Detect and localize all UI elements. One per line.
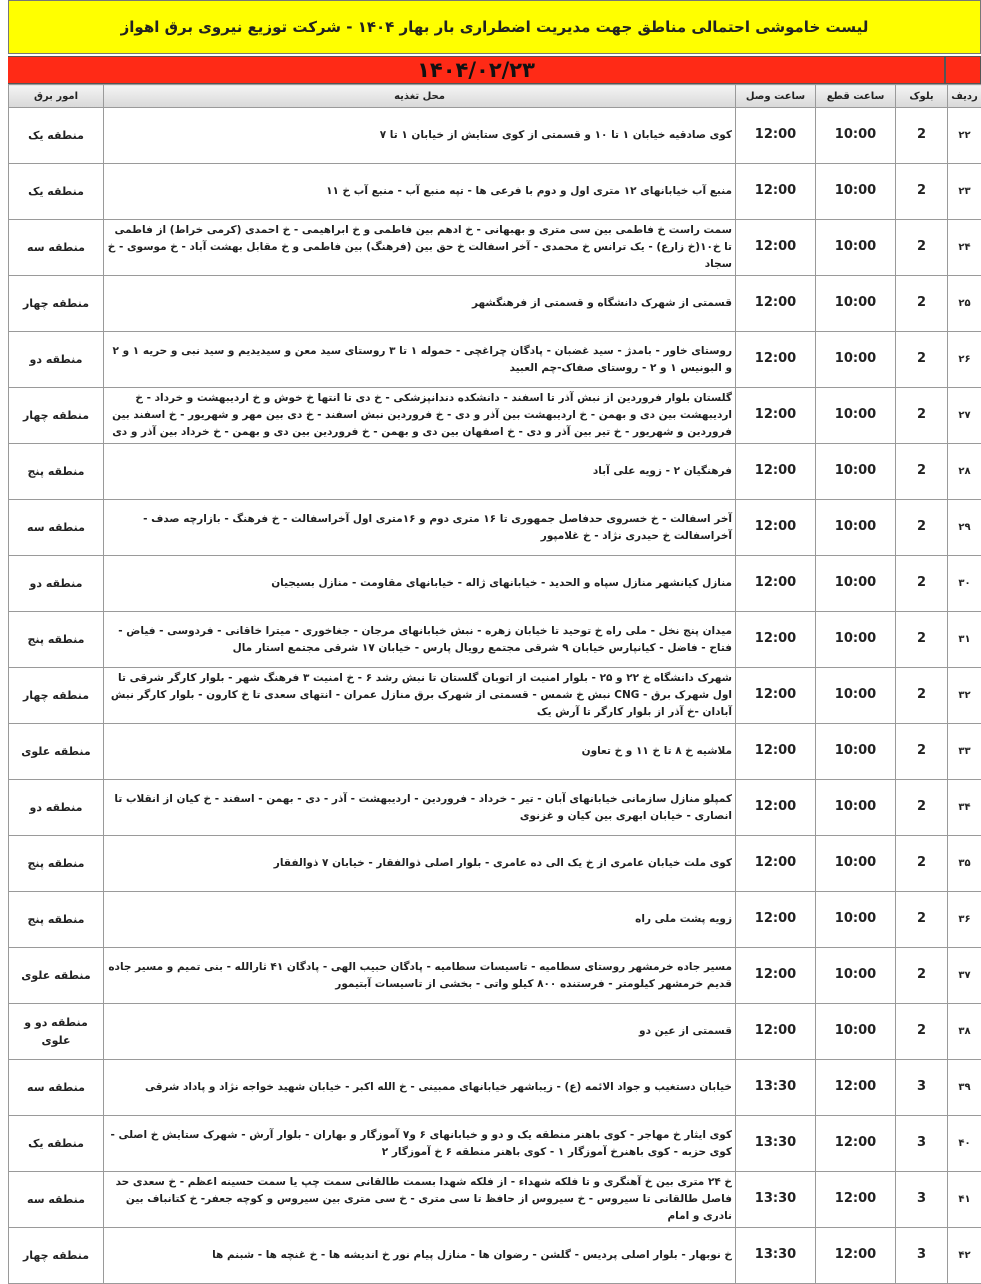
row-cut-time: 10:00 bbox=[816, 892, 896, 948]
row-number: ۲۳ bbox=[948, 164, 981, 220]
table-header-row bbox=[9, 85, 981, 108]
row-cut-time: 10:00 bbox=[816, 276, 896, 332]
row-cut-time: 10:00 bbox=[816, 556, 896, 612]
row-number: ۲۷ bbox=[948, 388, 981, 444]
row-block: 2 bbox=[896, 388, 948, 444]
row-cut-time: 12:00 bbox=[816, 1228, 896, 1284]
row-office: منطقه یک bbox=[9, 108, 104, 164]
row-block: 2 bbox=[896, 892, 948, 948]
table-row bbox=[9, 836, 981, 892]
sheet-title: لیست خاموشی احتمالی مناطق جهت مدیریت اضطراری بار بهار ۱۴۰۴ - شرکت توزیع نیروی برق اهواز bbox=[8, 0, 981, 54]
header-location: محل تغذیه bbox=[104, 85, 736, 108]
table-row bbox=[9, 668, 981, 724]
row-number: ۲۹ bbox=[948, 500, 981, 556]
row-location: زویه پشت ملی راه bbox=[104, 892, 736, 948]
row-connect-time: 12:00 bbox=[736, 668, 816, 724]
row-block: 2 bbox=[896, 164, 948, 220]
table-row bbox=[9, 220, 981, 276]
row-office: منطقه سه bbox=[9, 1060, 104, 1116]
row-number: ۲۶ bbox=[948, 332, 981, 388]
row-cut-time: 10:00 bbox=[816, 164, 896, 220]
row-location: ملاشیه خ ۸ تا خ ۱۱ و خ تعاون bbox=[104, 724, 736, 780]
row-connect-time: 12:00 bbox=[736, 108, 816, 164]
table-row bbox=[9, 388, 981, 444]
header-connect-time: ساعت وصل bbox=[736, 85, 816, 108]
row-location: خ نوبهار - بلوار اصلی پردیس - گلشن - رضوان ها - منازل پیام نور خ اندیشه ها - خ غنچه ها - شبنم ها bbox=[104, 1228, 736, 1284]
row-block: 2 bbox=[896, 220, 948, 276]
row-office: منطقه سه bbox=[9, 1172, 104, 1228]
row-block: 3 bbox=[896, 1228, 948, 1284]
table-row bbox=[9, 780, 981, 836]
row-connect-time: 12:00 bbox=[736, 892, 816, 948]
row-connect-time: 12:00 bbox=[736, 220, 816, 276]
row-office: منطقه سه bbox=[9, 500, 104, 556]
row-number: ۳۵ bbox=[948, 836, 981, 892]
row-office: منطقه دو bbox=[9, 332, 104, 388]
row-number: ۳۳ bbox=[948, 724, 981, 780]
header-office: امور برق bbox=[9, 85, 104, 108]
row-location: روستای خاور - بامدژ - سید غضبان - پادگان چراغچی - حموله ۱ تا ۳ روستای سید معن و سیدیدیم و سید نبی و حریه ۱ و ۲ و البونیس ۱ و ۲ - روستای صفاک-چم العبید bbox=[104, 332, 736, 388]
table-row bbox=[9, 948, 981, 1004]
table-row bbox=[9, 332, 981, 388]
table-row bbox=[9, 892, 981, 948]
row-number: ۳۴ bbox=[948, 780, 981, 836]
row-connect-time: 12:00 bbox=[736, 276, 816, 332]
row-connect-time: 13:30 bbox=[736, 1116, 816, 1172]
row-connect-time: 12:00 bbox=[736, 948, 816, 1004]
row-office: منطقه چهار bbox=[9, 1228, 104, 1284]
table-row bbox=[9, 1004, 981, 1060]
row-block: 2 bbox=[896, 332, 948, 388]
row-number: ۲۴ bbox=[948, 220, 981, 276]
row-location: مسیر جاده خرمشهر روستای سطامیه - تاسیسات سطامیه - پادگان حبیب الهی - پادگان ۴۱ ثارالله - بنی تمیم و مسیر جاده قدیم خرمشهر کیلومتر - فرستنده ۸۰۰ کیلو واتی - بخشی از تاسیسات آبتیمور bbox=[104, 948, 736, 1004]
row-location: میدان پنج نخل - ملی راه خ توحید تا خیابان زهره - نبش خیابانهای مرجان - جغاخوری - میترا خاقانی - فردوسی - فیاض - فتاح - فاضل - کیانپارس خیابان ۹ شرقی مجتمع رویال پارس - خیابان ۱۷ شرقی مجتمع استار مال bbox=[104, 612, 736, 668]
row-location: کوی صادقیه خیابان ۱ تا ۱۰ و قسمتی از کوی ستایش از خیابان ۱ تا ۷ bbox=[104, 108, 736, 164]
date-side-cell bbox=[945, 56, 981, 84]
row-number: ۳۹ bbox=[948, 1060, 981, 1116]
row-office: منطقه چهار bbox=[9, 668, 104, 724]
row-connect-time: 12:00 bbox=[736, 1004, 816, 1060]
table-row bbox=[9, 1172, 981, 1228]
header-block: بلوک bbox=[896, 85, 948, 108]
row-connect-time: 12:00 bbox=[736, 612, 816, 668]
table-row bbox=[9, 500, 981, 556]
row-connect-time: 12:00 bbox=[736, 836, 816, 892]
row-connect-time: 12:00 bbox=[736, 500, 816, 556]
row-number: ۳۶ bbox=[948, 892, 981, 948]
row-cut-time: 10:00 bbox=[816, 668, 896, 724]
row-number: ۴۰ bbox=[948, 1116, 981, 1172]
row-block: 2 bbox=[896, 276, 948, 332]
row-cut-time: 12:00 bbox=[816, 1060, 896, 1116]
row-connect-time: 12:00 bbox=[736, 332, 816, 388]
row-office: منطقه یک bbox=[9, 1116, 104, 1172]
table-row bbox=[9, 108, 981, 164]
row-location: گلستان بلوار فروردین از نبش آذر تا اسفند - دانشکده دندانپزشکی - خ دی تا انتها خ خوش و خ اردیبهشت و خرداد - خ اردیبهشت بین دی و بهمن - خ اردیبهشت بین آذر و دی - خ فروردین نبش اسفند - خ دی بین مهر و شهریور - خ اسفند بین فروردین و شهریور - خ تیر بین آذر و دی - خ اصفهان بین دی و بهمن - خ فروردین بین دی و بهمن - خ خرداد بین آذر و دی bbox=[104, 388, 736, 444]
row-number: ۴۲ bbox=[948, 1228, 981, 1284]
row-block: 2 bbox=[896, 444, 948, 500]
row-block: 2 bbox=[896, 836, 948, 892]
row-number: ۲۵ bbox=[948, 276, 981, 332]
row-cut-time: 10:00 bbox=[816, 444, 896, 500]
row-connect-time: 12:00 bbox=[736, 780, 816, 836]
row-location: آخر اسفالت - خ خسروی حدفاصل جمهوری تا ۱۶ متری دوم و ۱۶متری اول آخراسفالت - خ فرهنگ - بازارچه صدف - آخراسفالت خ حیدری نژاد - خ غلامپور bbox=[104, 500, 736, 556]
row-office: منطقه پنج bbox=[9, 444, 104, 500]
row-location: قسمتی از عین دو bbox=[104, 1004, 736, 1060]
row-cut-time: 10:00 bbox=[816, 108, 896, 164]
table-row bbox=[9, 724, 981, 780]
row-block: 2 bbox=[896, 668, 948, 724]
row-office: منطقه علوی bbox=[9, 724, 104, 780]
table-row bbox=[9, 1228, 981, 1284]
row-block: 2 bbox=[896, 780, 948, 836]
row-cut-time: 10:00 bbox=[816, 220, 896, 276]
table-row bbox=[9, 444, 981, 500]
row-block: 2 bbox=[896, 108, 948, 164]
row-connect-time: 12:00 bbox=[736, 388, 816, 444]
row-block: 3 bbox=[896, 1060, 948, 1116]
table-row bbox=[9, 1060, 981, 1116]
row-location: سمت راست خ فاطمی بین سی متری و بهبهانی - خ ادهم بین فاطمی و خ ابراهیمی - خ احمدی (کرمی خراط) از فاطمی تا خ۱۰(خ زارع) - یک ترانس خ محمدی - آخر اسفالت خ حق بین (فرهنگ) بین فاطمی و خ مقابل بهشت آباد - خ موسوی - خ سجاد bbox=[104, 220, 736, 276]
header-cut-time: ساعت قطع bbox=[816, 85, 896, 108]
header-radif: ردیف bbox=[948, 85, 981, 108]
row-cut-time: 10:00 bbox=[816, 332, 896, 388]
row-office: منطقه چهار bbox=[9, 276, 104, 332]
row-block: 2 bbox=[896, 1004, 948, 1060]
row-location: خ ۲۴ متری بین خ آهنگری و تا فلکه شهداء - از فلکه شهدا بسمت طالقانی سمت چپ یا سمت حسینه اعظم - خ سعدی حد فاصل طالقانی تا سیروس - خ سیروس از حافظ تا سی متری - خ سی متری بین سیروس و کوچه جعفر- خ کتانباف بین نادری و امام bbox=[104, 1172, 736, 1228]
outage-table bbox=[8, 84, 981, 1284]
row-office: منطقه یک bbox=[9, 164, 104, 220]
row-cut-time: 10:00 bbox=[816, 836, 896, 892]
row-office: منطقه چهار bbox=[9, 388, 104, 444]
table-row bbox=[9, 164, 981, 220]
row-location: منبع آب خیابانهای ۱۲ متری اول و دوم با فرعی ها - تپه منبع آب - منبع آب خ ۱۱ bbox=[104, 164, 736, 220]
row-location: خیابان دستغیب و جواد الائمه (ع) - زیباشهر خیابانهای ممبینی - خ الله اکبر - خیابان شهید خواجه نژاد و پاداد شرقی bbox=[104, 1060, 736, 1116]
row-cut-time: 10:00 bbox=[816, 612, 896, 668]
row-block: 2 bbox=[896, 556, 948, 612]
row-office: منطقه دو bbox=[9, 556, 104, 612]
table-row bbox=[9, 276, 981, 332]
row-block: 3 bbox=[896, 1116, 948, 1172]
row-number: ۳۸ bbox=[948, 1004, 981, 1060]
row-number: ۲۲ bbox=[948, 108, 981, 164]
row-number: ۳۲ bbox=[948, 668, 981, 724]
row-location: کوی ایثار خ مهاجر - کوی باهنر منطقه یک و دو و خیابانهای ۶ و۷ آموزگار و بهاران - بلوار آرش - شهرک ستایش خ اصلی - کوی حزبه - کوی باهنرخ آموزگار ۱ - کوی باهنر منطقه ۶ خ آموزگار ۲ bbox=[104, 1116, 736, 1172]
row-office: منطقه پنج bbox=[9, 612, 104, 668]
row-block: 2 bbox=[896, 948, 948, 1004]
row-cut-time: 10:00 bbox=[816, 724, 896, 780]
row-location: قسمتی از شهرک دانشگاه و قسمتی از فرهنگشهر bbox=[104, 276, 736, 332]
row-location: منازل کیانشهر منازل سپاه و الحدید - خیابانهای ژاله - خیابانهای مقاومت - منازل بسیجیان bbox=[104, 556, 736, 612]
row-location: کوی ملت خیابان عامری از خ یک الی ده عامری - بلوار اصلی ذوالفقار - خیابان ۷ ذوالفقار bbox=[104, 836, 736, 892]
row-location: کمپلو منازل سازمانی خیابانهای آبان - تیر - خرداد - فروردین - اردیبهشت - آذر - دی - بهمن - اسفند - خ کیان از انقلاب تا انصاری - خیابان ابهری بین کیان و غزنوی bbox=[104, 780, 736, 836]
row-block: 3 bbox=[896, 1172, 948, 1228]
row-connect-time: 12:00 bbox=[736, 724, 816, 780]
row-block: 2 bbox=[896, 500, 948, 556]
row-office: منطقه سه bbox=[9, 220, 104, 276]
row-connect-time: 13:30 bbox=[736, 1060, 816, 1116]
row-cut-time: 12:00 bbox=[816, 1172, 896, 1228]
table-row bbox=[9, 612, 981, 668]
row-block: 2 bbox=[896, 612, 948, 668]
row-location: شهرک دانشگاه خ ۲۲ و ۲۵ - بلوار امنیت از اتوبان گلستان تا نبش رشد ۶ - خ امنیت ۳ فرهنگ شهر - بلوار کارگر شرقی تا اول شهرک برق - CNG نبش خ شمس - قسمتی از شهرک برق منازل عمران - انتهای سعدی تا خ کارون - بلوار کارگر نبش آبادان -خ آذر از بلوار کارگر تا آرش یک bbox=[104, 668, 736, 724]
row-cut-time: 10:00 bbox=[816, 948, 896, 1004]
row-connect-time: 13:30 bbox=[736, 1228, 816, 1284]
row-office: منطقه دو bbox=[9, 780, 104, 836]
row-office: منطقه دو و علوی bbox=[9, 1004, 104, 1060]
row-cut-time: 12:00 bbox=[816, 1116, 896, 1172]
date-row bbox=[8, 56, 981, 84]
row-number: ۳۰ bbox=[948, 556, 981, 612]
row-connect-time: 12:00 bbox=[736, 164, 816, 220]
row-connect-time: 13:30 bbox=[736, 1172, 816, 1228]
row-connect-time: 12:00 bbox=[736, 444, 816, 500]
row-cut-time: 10:00 bbox=[816, 1004, 896, 1060]
date-banner: ۱۴۰۴/۰۲/۲۳ bbox=[8, 56, 945, 84]
row-number: ۲۸ bbox=[948, 444, 981, 500]
row-cut-time: 10:00 bbox=[816, 388, 896, 444]
row-office: منطقه پنج bbox=[9, 892, 104, 948]
table-row bbox=[9, 556, 981, 612]
row-number: ۳۷ bbox=[948, 948, 981, 1004]
row-block: 2 bbox=[896, 724, 948, 780]
row-location: فرهنگیان ۲ - زویه علی آباد bbox=[104, 444, 736, 500]
table-row bbox=[9, 1116, 981, 1172]
row-office: منطقه پنج bbox=[9, 836, 104, 892]
row-cut-time: 10:00 bbox=[816, 500, 896, 556]
row-cut-time: 10:00 bbox=[816, 780, 896, 836]
row-office: منطقه علوی bbox=[9, 948, 104, 1004]
row-number: ۴۱ bbox=[948, 1172, 981, 1228]
row-connect-time: 12:00 bbox=[736, 556, 816, 612]
row-number: ۳۱ bbox=[948, 612, 981, 668]
